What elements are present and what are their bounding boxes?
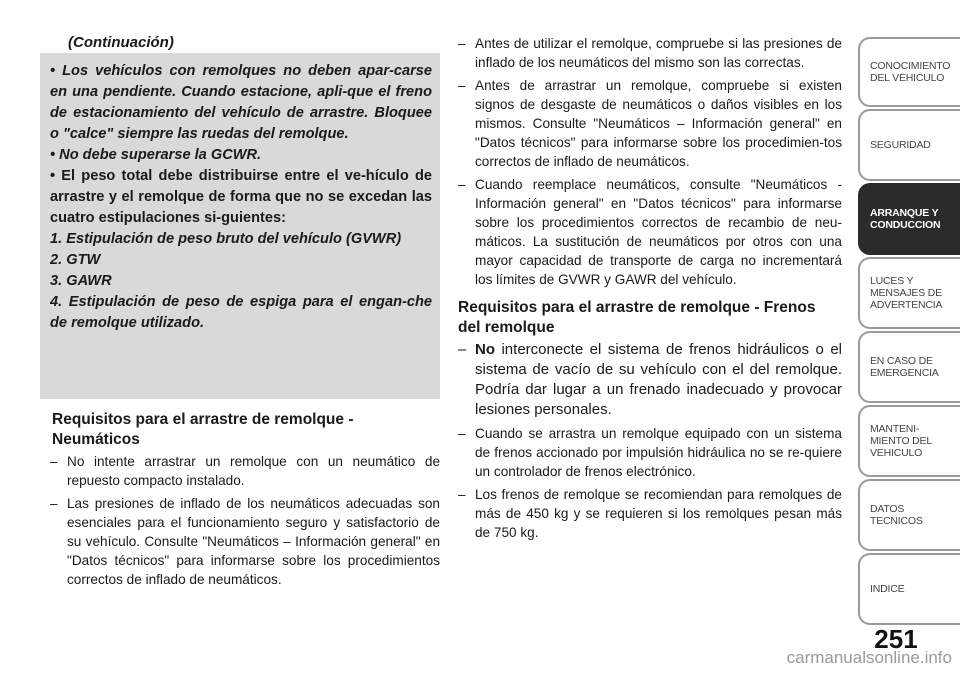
warning-list-item: 3. GAWR	[50, 273, 112, 289]
list-item-text: interconecte el sistema de frenos hidráulicos o el sistema de vacío de su vehículo con el del remolque. Podría dar lugar a un frenado inadecuado y provocar lesiones personales.	[475, 341, 842, 418]
warning-list-item: 1. Estipulación de peso bruto del vehículo (GVWR)	[50, 231, 402, 247]
brakes-bullet-list	[458, 340, 842, 546]
tires-bullet-list-continued	[458, 34, 842, 293]
list-item: – Antes de arrastrar un remolque, compruebe si existen signos de desgaste de neumáticos o daños visibles en los mismos. Consulte "Neumáticos – Información general" en "Datos técnicos" para informarse sobre los procedimien-tos correctos de inflado de neumáticos.	[458, 76, 842, 171]
list-item: – No intente arrastrar un remolque con un neumático de repuesto compacto instalado.	[50, 452, 440, 490]
warning-list-item: 2. GTW	[50, 252, 101, 268]
list-item	[458, 340, 842, 420]
watermark: carmanualsonline.info	[786, 648, 952, 667]
section-heading-brakes: Requisitos para el arrastre de remolque - Frenos del remolque	[458, 299, 816, 336]
tab-conocimiento-del-vehiculo[interactable]: CONOCIMIENTO DEL VEHICULO	[858, 37, 960, 107]
tab-seguridad[interactable]: SEGURIDAD	[858, 109, 960, 181]
list-item: – Cuando reemplace neumáticos, consulte "Neumáticos - Información general" en "Datos técnicos" para informarse sobre los procedimientos correctos de recambio de neu-máticos. La sustitución de neumáticos por otros con una mayor capacidad de transporte de carga no incrementará los límites de GVWR y GAWR del vehículo.	[458, 175, 842, 289]
list-item: – Las presiones de inflado de los neumáticos adecuadas son esenciales para el funcionamiento seguro y satisfactorio de su vehículo. Consulte "Neumáticos – Información general" en "Datos técnicos" para informarse sobre los procedimientos correctos de inflado de neumáticos.	[50, 494, 440, 589]
tab-en-caso-de-emergencia[interactable]: EN CASO DE EMERGENCIA	[858, 331, 960, 403]
tab-mantenimiento-del-vehiculo[interactable]: MANTENI- MIENTO DEL VEHICULO	[858, 405, 960, 477]
page-number: 251	[874, 624, 918, 654]
warning-list-item: 4. Estipulación de peso de espiga para el engan-che de remolque utilizado.	[50, 294, 432, 331]
tab-arranque-y-conduccion[interactable]: ARRANQUE Y CONDUCCION	[858, 183, 960, 255]
warning-paragraph: • Los vehículos con remolques no deben apar-carse en una pendiente. Cuando estacione, apli-que el freno de estacionamiento del vehículo de arrastre. Bloquee o "calce" siempre las ruedas del remolque.	[50, 63, 432, 142]
list-item: – Los frenos de remolque se recomiendan para remolques de más de 450 kg y se requieren si los remolques pesan más de 750 kg.	[458, 485, 842, 542]
tab-luces-y-mensajes[interactable]: LUCES Y MENSAJES DE ADVERTENCIA	[858, 257, 960, 329]
warning-paragraph: • No debe superarse la GCWR.	[50, 147, 262, 163]
warning-paragraph: • El peso total debe distribuirse entre el ve-hículo de arrastre y el remolque de forma que no se excedan las cuatro estipulaciones si-guientes:	[50, 168, 432, 226]
section-heading-tires: Requisitos para el arrastre de remolque - Neumáticos	[52, 411, 354, 448]
tires-bullet-list	[50, 452, 440, 593]
continuation-label: (Continuación)	[68, 34, 174, 51]
tab-indice[interactable]: INDICE	[858, 553, 960, 625]
list-item: – Antes de utilizar el remolque, compruebe si las presiones de inflado de los neumáticos del mismo son las correctas.	[458, 34, 842, 72]
warning-box	[40, 53, 440, 399]
tab-datos-tecnicos[interactable]: DATOS TECNICOS	[858, 479, 960, 551]
list-item: – Cuando se arrastra un remolque equipado con un sistema de frenos accionado por impulsión hidráulica no se re-quiere un controlador de frenos electrónico.	[458, 424, 842, 481]
emphasis-no: No	[475, 341, 495, 358]
